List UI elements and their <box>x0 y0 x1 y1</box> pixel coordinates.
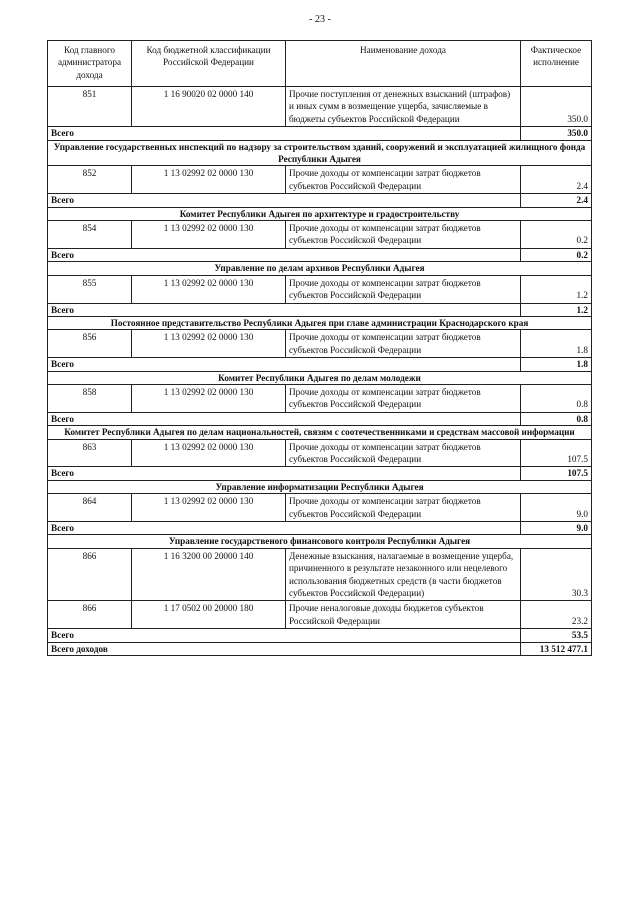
section-title: Управление государственных инспекций по надзору за строительством зданий, сооружений и эксплуатацией жилищного фонда Республики Адыгея <box>48 140 592 166</box>
total-label: Всего <box>48 412 132 425</box>
income-name: Прочие доходы от компенсации затрат бюджетов субъектов Российской Федерации <box>286 439 521 467</box>
section-title: Постоянное представительство Республики Адыгея при главе администрации Краснодарского края <box>48 316 592 329</box>
section-header-row <box>48 262 592 275</box>
table-row <box>48 384 592 412</box>
total-row <box>48 522 592 535</box>
total-label: Всего <box>48 303 132 316</box>
page-number: - 23 - <box>309 14 331 25</box>
header-row <box>48 41 592 87</box>
section-title: Управление государственого финансового контроля Республики Адыгея <box>48 535 592 548</box>
budget-code: 1 13 02992 02 0000 130 <box>132 275 286 303</box>
budget-code: 1 16 3200 00 20000 140 <box>132 548 286 601</box>
section-title: Комитет Республики Адыгея по делам молодежи <box>48 371 592 384</box>
header-budget-code: Код бюджетной классификации Российской Федерации <box>132 41 286 87</box>
table-row <box>48 275 592 303</box>
admin-code: 851 <box>48 87 132 127</box>
table-row <box>48 601 592 629</box>
income-name: Прочие доходы от компенсации затрат бюджетов субъектов Российской Федерации <box>286 384 521 412</box>
section-header-row <box>48 140 592 166</box>
header-actual: Фактическое исполнение <box>521 41 592 87</box>
admin-code: 852 <box>48 166 132 194</box>
income-name: Прочие доходы от компенсации затрат бюджетов субъектов Российской Федерации <box>286 275 521 303</box>
admin-code: 854 <box>48 221 132 249</box>
budget-code: 1 13 02992 02 0000 130 <box>132 221 286 249</box>
table-row <box>48 166 592 194</box>
total-row <box>48 412 592 425</box>
header-admin-code: Код главного администратора дохода <box>48 41 132 87</box>
amount: 0.8 <box>521 384 592 412</box>
total-label: Всего <box>48 629 132 642</box>
income-table <box>47 40 592 656</box>
amount: 30.3 <box>521 548 592 601</box>
total-row <box>48 358 592 371</box>
admin-code: 858 <box>48 384 132 412</box>
budget-code: 1 13 02992 02 0000 130 <box>132 384 286 412</box>
section-title: Комитет Республики Адыгея по архитектуре и градостроительству <box>48 207 592 220</box>
admin-code: 864 <box>48 494 132 522</box>
amount: 1.2 <box>521 275 592 303</box>
section-header-row <box>48 207 592 220</box>
total-value: 53.5 <box>521 629 592 642</box>
total-value: 0.8 <box>521 412 592 425</box>
total-value: 2.4 <box>521 194 592 207</box>
income-name: Прочие доходы от компенсации затрат бюджетов субъектов Российской Федерации <box>286 221 521 249</box>
income-name: Прочие поступления от денежных взысканий (штрафов) и иных сумм в возмещение ущерба, зачисляемые в бюджеты субъектов Российской Федерации <box>286 87 521 127</box>
admin-code: 863 <box>48 439 132 467</box>
amount: 1.8 <box>521 330 592 358</box>
section-header-row <box>48 480 592 493</box>
table-row <box>48 439 592 467</box>
header-income-name: Наименование дохода <box>286 41 521 87</box>
admin-code: 856 <box>48 330 132 358</box>
section-header-row <box>48 371 592 384</box>
budget-code: 1 17 0502 00 20000 180 <box>132 601 286 629</box>
total-value: 1.2 <box>521 303 592 316</box>
section-title: Комитет Республики Адыгея по делам национальностей, связям с соотечественниками и средствам массовой информации <box>48 426 592 439</box>
section-header-row <box>48 426 592 439</box>
budget-code: 1 13 02992 02 0000 130 <box>132 166 286 194</box>
total-label: Всего <box>48 358 132 371</box>
section-title: Управление по делам архивов Республики Адыгея <box>48 262 592 275</box>
total-label: Всего <box>48 522 132 535</box>
total-value: 0.2 <box>521 248 592 261</box>
total-label: Всего <box>48 127 132 140</box>
total-row <box>48 467 592 480</box>
total-label: Всего <box>48 248 132 261</box>
sections-body <box>48 140 592 642</box>
total-row <box>48 127 592 140</box>
section-title: Управление информатизации Республики Адыгея <box>48 480 592 493</box>
budget-code: 1 13 02992 02 0000 130 <box>132 494 286 522</box>
admin-code: 855 <box>48 275 132 303</box>
total-row <box>48 194 592 207</box>
total-value: 350.0 <box>521 127 592 140</box>
amount: 2.4 <box>521 166 592 194</box>
total-row <box>48 303 592 316</box>
amount: 107.5 <box>521 439 592 467</box>
total-label: Всего <box>48 467 132 480</box>
budget-code: 1 16 90020 02 0000 140 <box>132 87 286 127</box>
income-name: Прочие доходы от компенсации затрат бюджетов субъектов Российской Федерации <box>286 166 521 194</box>
total-row <box>48 248 592 261</box>
total-value: 107.5 <box>521 467 592 480</box>
amount: 9.0 <box>521 494 592 522</box>
total-value: 9.0 <box>521 522 592 535</box>
grand-total-label: Всего доходов <box>48 642 286 655</box>
income-name: Прочие доходы от компенсации затрат бюджетов субъектов Российской Федерации <box>286 330 521 358</box>
amount: 350.0 <box>521 87 592 127</box>
total-value: 1.8 <box>521 358 592 371</box>
section-header-row <box>48 535 592 548</box>
total-row <box>48 629 592 642</box>
section-header-row <box>48 316 592 329</box>
amount: 23.2 <box>521 601 592 629</box>
admin-code: 866 <box>48 548 132 601</box>
income-name: Прочие неналоговые доходы бюджетов субъектов Российской Федерации <box>286 601 521 629</box>
grand-total-row <box>48 642 592 655</box>
admin-code: 866 <box>48 601 132 629</box>
budget-code: 1 13 02992 02 0000 130 <box>132 330 286 358</box>
table-row <box>48 221 592 249</box>
budget-code: 1 13 02992 02 0000 130 <box>132 439 286 467</box>
table-row <box>48 87 592 127</box>
grand-total-value: 13 512 477.1 <box>521 642 592 655</box>
table-row <box>48 548 592 601</box>
total-label: Всего <box>48 194 132 207</box>
income-name: Денежные взыскания, налагаемые в возмещение ущерба, причиненного в результате незаконного или нецелевого использования бюджетных средств (в части бюджетов субъектов Российской Федерации) <box>286 548 521 601</box>
table-row <box>48 330 592 358</box>
amount: 0.2 <box>521 221 592 249</box>
income-name: Прочие доходы от компенсации затрат бюджетов субъектов Российской Федерации <box>286 494 521 522</box>
table-row <box>48 494 592 522</box>
